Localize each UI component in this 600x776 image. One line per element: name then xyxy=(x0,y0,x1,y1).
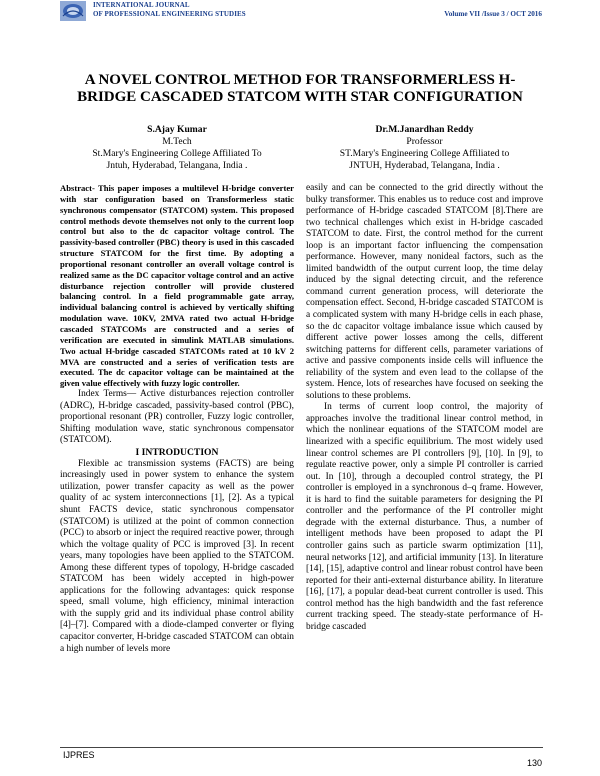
author-2-affiliation: ST.Mary's Engineering College Affiliated to xyxy=(339,148,510,159)
journal-name xyxy=(93,1,246,18)
journal-logo-icon xyxy=(60,1,86,21)
paper-title: A NOVEL CONTROL METHOD FOR TRANSFORMERLESS H-BRIDGE CASCADED STATCOM WITH STAR CONFIGURATION xyxy=(77,72,523,105)
right-paragraph-1: easily and can be connected to the grid directly without the bulky transformer. This enables us to reduce cost and improve performance of H-bridge cascaded STATCOM [8].There are two technical challenges which exist in H-bridge cascaded STATCOM to date. First, the control method for the current loop is an important factor influencing the compensation performance. However, many nonideal factors, such as the limited bandwidth of the output current loop, the time delay induced by the signal detecting circuit, and the reference command current generation process, will deteriorate the compensation effect. Second, H-bridge cascaded STATCOM is a complicated system with many H-bridge cells in each phase, so the dc capacitor voltage imbalance issue which caused by different active power losses among the cells, different switching patterns for different cells, parameter variations of active and passive components inside cells will influence the reliability of the system and even lead to the collapse of the system. Hence, lots of researches have focused on seeking the solutions to these problems. xyxy=(306,183,543,401)
index-terms: Index Terms— Active disturbances rejection controller (ADRC), H-bridge cascaded, passivity-based control (PBC), proportional resonant (PR) controller, Fuzzy logic controller, Shifting modulation wave, static synchronous compensator (STATCOM). xyxy=(60,389,294,446)
footer-label: IJPRES xyxy=(63,750,95,760)
author-1-name: S.Ajay Kumar xyxy=(147,124,207,135)
author-1-affiliation: St.Mary's Engineering College Affiliated To xyxy=(92,148,262,159)
journal-header xyxy=(0,0,600,22)
author-1 xyxy=(60,124,294,172)
issue-info: Volume VII /Issue 3 / OCT 2016 xyxy=(444,10,542,18)
left-column xyxy=(60,183,294,655)
right-paragraph-2: In terms of current loop control, the majority of approaches involve the traditional linear control method, in which the nonlinear equations of the STATCOM model are linearized with a specific equilibrium. The most widely used linear control schemes are PI controllers [9], [10]. In [9], to regulate reactive power, only a simple PI controller is carried out. In [10], through a decoupled control strategy, the PI controller is employed in a synchronous d–q frame. However, it is hard to find the suitable parameters for designing the PI controller and the performance of the PI controller might degrade with the external disturbance. Thus, a number of intelligent methods have been proposed to adapt the PI controller gains such as particle swarm optimization [11], neural networks [12], and artificial immunity [13]. In literature [14], [15], adaptive control and linear robust control have been reported for their anti-external disturbance ability. In literature [16], [17], a popular dead-beat current controller is used. This control method has the high bandwidth and the fast reference current tracking speed. The steady-state performance of H-bridge cascaded xyxy=(306,402,543,632)
page-number: 130 xyxy=(526,758,542,768)
author-2-location: JNTUH, Hyderabad, Telangana, India . xyxy=(349,160,500,171)
author-2 xyxy=(306,124,543,172)
footer-rule xyxy=(60,747,543,748)
author-2-role: Professor xyxy=(406,136,443,147)
section-heading-introduction: I INTRODUCTION xyxy=(135,446,219,458)
journal-name-line2: OF PROFESSIONAL ENGINEERING STUDIES xyxy=(93,9,246,18)
author-2-name: Dr.M.Janardhan Reddy xyxy=(375,124,474,135)
author-1-location: Jntuh, Hyderabad, Telangana, India . xyxy=(106,160,248,171)
right-column xyxy=(306,183,543,633)
author-1-role: M.Tech xyxy=(162,136,192,147)
journal-name-line1: INTERNATIONAL JOURNAL xyxy=(93,1,190,9)
abstract: Abstract- This paper imposes a multilevel H-bridge converter with star configuration based on Transformerless static synchronous compensator (STATCOM) system. This proposed control methods devote themselves not only to the current loop control but also to the dc capacitor voltage control. The passivity-based controller (PBC) theory is used in this cascaded structure STATCOM for the first time. By adopting a proportional resonant controller an overall voltage control is realized same as the DC capacitor voltage control and an active disturbance rejection controller will provide clustered balancing control. In a field programmable gate array, individual balancing control is achieved by vertically shifting modulation wave. 10KV, 2MVA rated two actual H-bridge cascaded STATCOMs are constructed and a series of verification are executed in simulink MATLAB simulations. Two actual H-bridge cascaded STATCOMs rated at 10 kV 2 MVA are constructed and a series of verification tests are executed. The dc capacitor voltage can be maintained at the given value effectively with fuzzy logic controller. xyxy=(60,183,294,389)
introduction-paragraph: Flexible ac transmission systems (FACTS) are being increasingly used in power system to enhance the system utilization, power transfer capacity as well as the power quality of ac system interconnections [1], [2]. As a typical shunt FACTS device, static synchronous compensator (STATCOM) is utilized at the point of common connection (PCC) to absorb or inject the required reactive power, through which the voltage quality of PCC is improved [3]. In recent years, many topologies have been applied to the STATCOM. Among these different types of topology, H-bridge cascaded STATCOM has been widely accepted in high-power applications for the following advantages: quick response speed, small volume, high efficiency, minimal interaction with the supply grid and its individual phase control ability [4]–[7]. Compared with a diode-clamped converter or flying capacitor converter, H-bridge cascaded STATCOM can obtain a high number of levels more xyxy=(60,458,294,654)
